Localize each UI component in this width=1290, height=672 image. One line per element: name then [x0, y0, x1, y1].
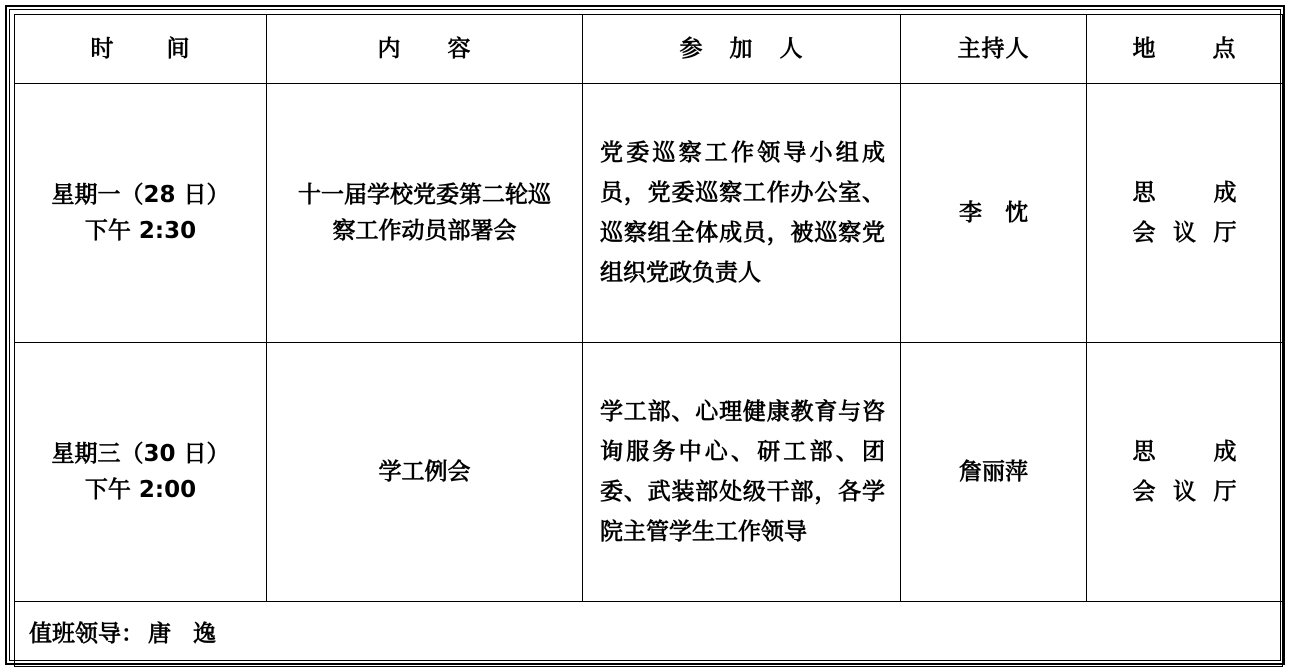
- header-time-char-1: 时: [90, 36, 115, 62]
- header-time-char-2: 间: [166, 36, 191, 62]
- row-1-time-day: 星期一（28 日）: [51, 182, 230, 208]
- row-2-host-name: 詹丽萍: [959, 459, 1028, 485]
- row-2-time-hour: 下午 2:00: [84, 477, 197, 503]
- row-1-content-text: 十一届学校党委第二轮巡察工作动员部署会: [298, 182, 551, 244]
- header-row: [15, 15, 1283, 84]
- header-content-char-1: 内: [377, 36, 402, 62]
- header-participants-char-1: 参: [679, 36, 704, 62]
- footer-row: [15, 602, 1283, 667]
- row-2-location: [1087, 343, 1283, 602]
- duty-leader-name: 唐逸: [148, 621, 238, 647]
- row-1-location-char-2: 成: [1213, 180, 1237, 206]
- header-participants-char-2: 加: [729, 36, 754, 62]
- header-host-label: 主持人: [957, 36, 1030, 62]
- row-2-participants: [583, 343, 901, 602]
- row-1-location-char-4: 议: [1173, 220, 1196, 246]
- row-1-host: [901, 84, 1087, 343]
- row-2-location-char-4: 议: [1173, 479, 1196, 505]
- duty-leader-label: 值班领导：: [29, 621, 144, 647]
- header-participants: [583, 15, 901, 84]
- table-row: [15, 343, 1283, 602]
- header-location-char-2: 点: [1212, 36, 1237, 62]
- header-host: [901, 15, 1087, 84]
- row-1-location-char-1: 思: [1132, 180, 1156, 206]
- row-1-content: [267, 84, 583, 343]
- row-2-content-text: 学工例会: [378, 459, 471, 485]
- row-2-time-day: 星期三（30 日）: [51, 441, 230, 467]
- row-2-location-char-1: 思: [1132, 439, 1156, 465]
- row-1-location: [1087, 84, 1283, 343]
- row-2-location-char-2: 成: [1213, 439, 1237, 465]
- row-2-location-char-5: 厅: [1213, 479, 1237, 505]
- row-2-content: [267, 343, 583, 602]
- header-content: [267, 15, 583, 84]
- row-1-time: [15, 84, 267, 343]
- row-2-time: [15, 343, 267, 602]
- header-content-char-2: 容: [447, 36, 472, 62]
- table-row: [15, 84, 1283, 343]
- row-1-time-hour: 下午 2:30: [84, 218, 197, 244]
- schedule-table: [14, 14, 1283, 667]
- header-time: [15, 15, 267, 84]
- header-participants-char-3: 人: [779, 36, 804, 62]
- row-2-participants-text: 学工部、心理健康教育与咨询服务中心、研工部、团委、武装部处级干部，各学院主管学生工作领导: [600, 399, 885, 545]
- row-1-participants-text: 党委巡察工作领导小组成员，党委巡察工作办公室、巡察组全体成员，被巡察党组织党政负责人: [600, 140, 885, 286]
- row-1-host-name: 李 忱: [959, 200, 1028, 226]
- row-2-host: [901, 343, 1087, 602]
- header-location: [1087, 15, 1283, 84]
- row-2-location-char-3: 会: [1132, 479, 1156, 505]
- header-location-char-1: 地: [1132, 36, 1157, 62]
- schedule-frame: [6, 6, 1284, 664]
- row-1-location-char-3: 会: [1132, 220, 1156, 246]
- duty-leader: [15, 602, 1283, 667]
- row-1-location-char-5: 厅: [1213, 220, 1237, 246]
- row-1-participants: [583, 84, 901, 343]
